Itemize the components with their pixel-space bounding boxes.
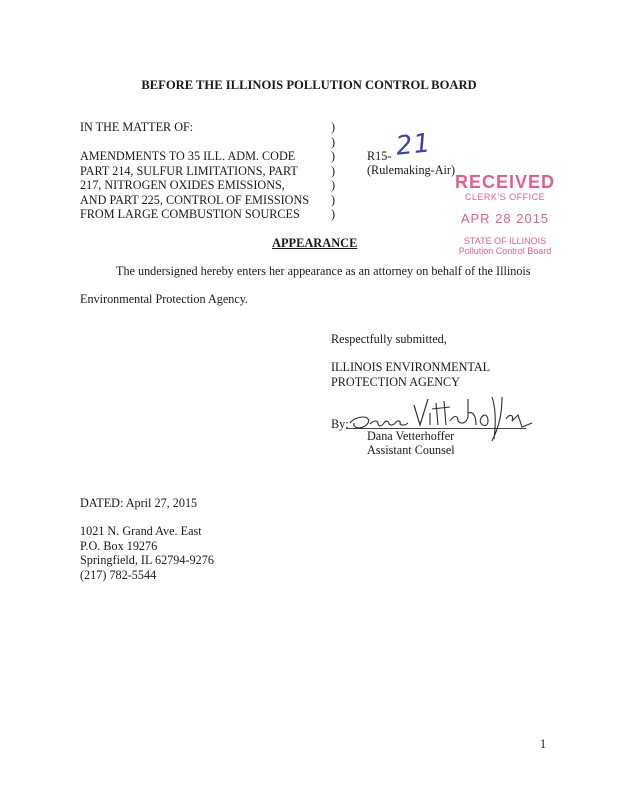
signer-title: Assistant Counsel	[367, 443, 455, 457]
paren: )	[331, 207, 336, 221]
caption-line	[80, 135, 309, 150]
signer-name: Dana Vetterhoffer	[367, 429, 455, 443]
paren: )	[331, 178, 336, 192]
case-caption	[80, 120, 309, 222]
caption-parentheses	[331, 120, 335, 222]
stamp-state: STATE OF ILLINOIS	[463, 236, 547, 246]
address-line: P.O. Box 19276	[80, 538, 158, 553]
agency-line: ILLINOIS ENVIRONMENTAL	[331, 360, 491, 374]
paren: )	[331, 120, 336, 134]
by-label: By:	[331, 417, 349, 431]
address-block	[80, 524, 214, 582]
address-line: (217) 782-5544	[80, 567, 157, 582]
address-line: Springfield, IL 62794-9276	[80, 553, 214, 567]
paren: )	[331, 192, 336, 207]
caption-line: AND PART 225, CONTROL OF EMISSIONS	[80, 192, 310, 207]
caption-line: AMENDMENTS TO 35 ILL. ADM. CODE	[80, 149, 296, 163]
stamp-office: CLERK'S OFFICE	[464, 192, 546, 202]
caption-line: IN THE MATTER OF:	[80, 120, 194, 134]
stamp-received: RECEIVED	[454, 172, 556, 192]
stamp-date: APR 28 2015	[460, 211, 550, 226]
docket-handwritten-number: 21	[394, 128, 433, 162]
caption-line: 217, NITROGEN OXIDES EMISSIONS,	[80, 178, 285, 192]
address-line: 1021 N. Grand Ave. East	[80, 524, 202, 538]
agency-line: PROTECTION AGENCY	[331, 374, 460, 389]
page-number: 1	[540, 737, 547, 751]
paren: )	[331, 134, 336, 149]
received-stamp	[450, 172, 560, 256]
body-line-1: The undersigned hereby enters her appearance as an attorney on behalf of the Illinois	[116, 264, 531, 278]
paren: )	[331, 163, 336, 178]
caption-line: PART 214, SULFUR LIMITATIONS, PART	[80, 163, 298, 178]
appearance-heading: APPEARANCE	[272, 236, 358, 250]
docket-prefix: R15-	[367, 149, 392, 163]
closing-respectfully: Respectfully submitted,	[331, 332, 447, 346]
date-line: DATED: April 27, 2015	[80, 496, 198, 510]
docket-type: (Rulemaking-Air)	[367, 163, 455, 177]
body-line-2: Environmental Protection Agency.	[80, 292, 249, 306]
stamp-board: Pollution Control Board	[458, 246, 552, 256]
board-title: BEFORE THE ILLINOIS POLLUTION CONTROL BOARD	[141, 78, 477, 92]
caption-line: FROM LARGE COMBUSTION SOURCES	[80, 207, 300, 221]
agency-name	[331, 360, 490, 389]
paren: )	[331, 149, 336, 163]
